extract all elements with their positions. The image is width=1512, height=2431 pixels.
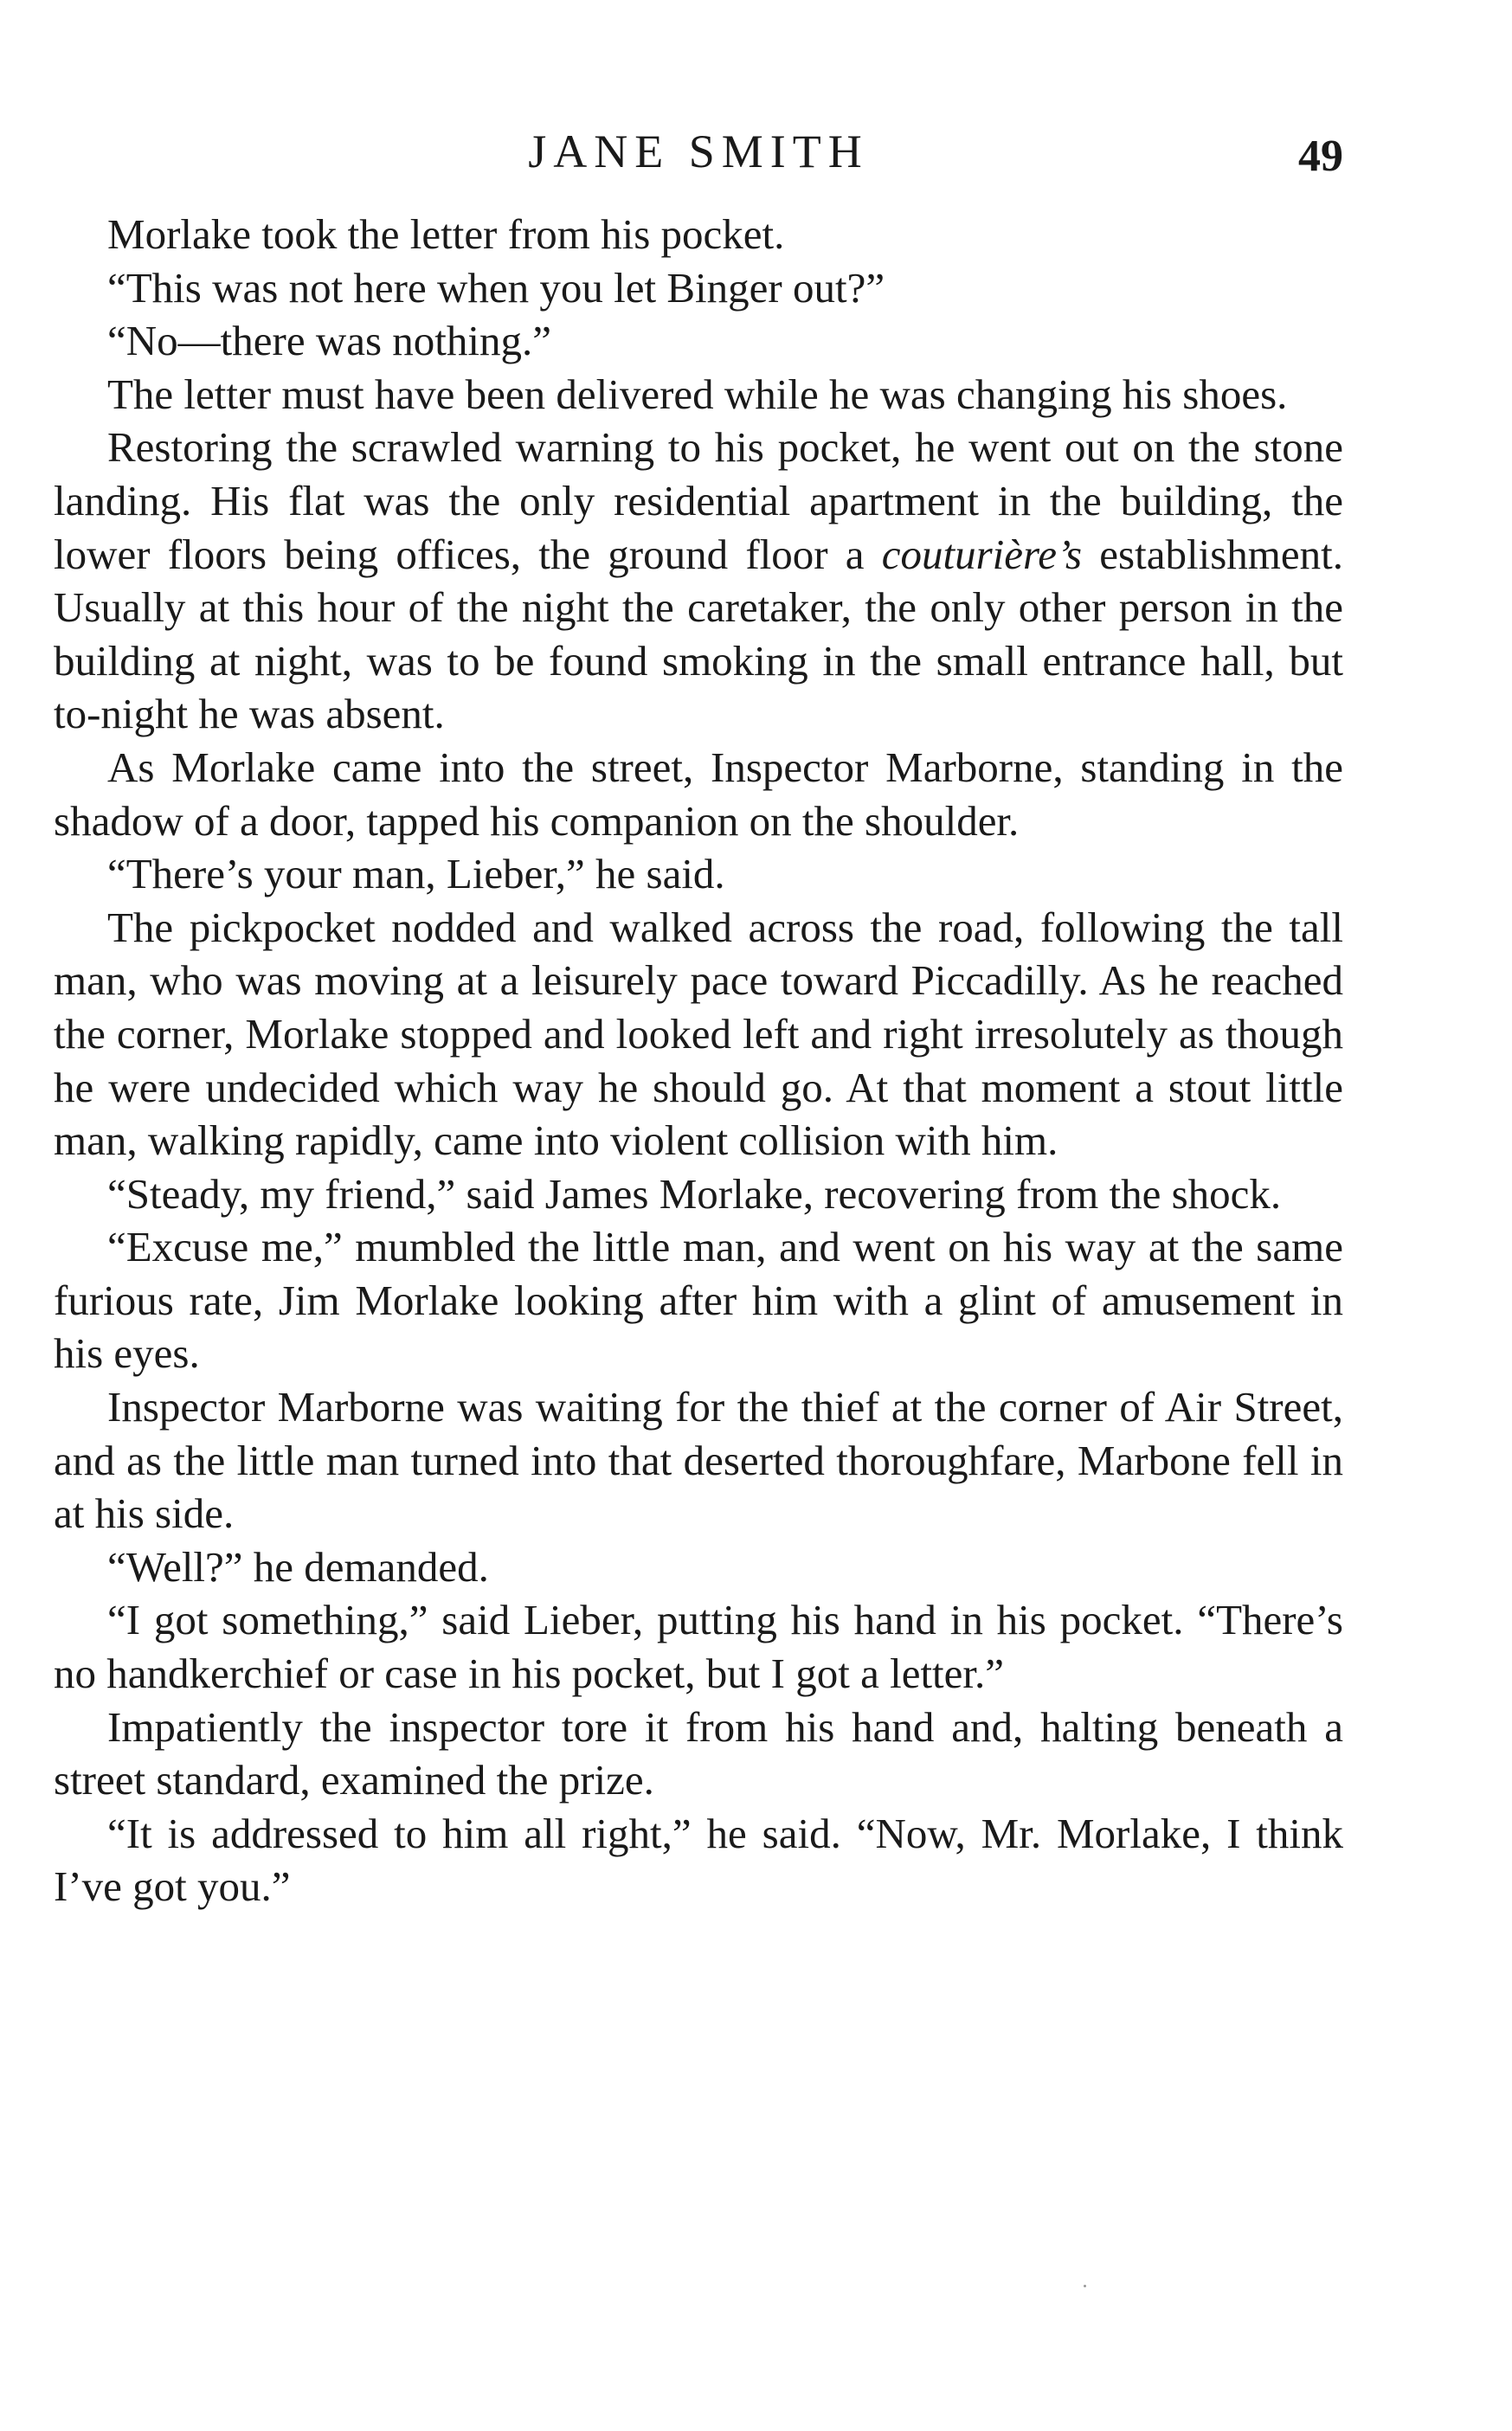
scan-speck [1084,2285,1086,2287]
page-number: 49 [1298,132,1343,181]
paragraph: Inspector Marborne was waiting for the thief at the corner of Air Street, and as the little man turned into that deserted thoroughfare, Marbone fell in at his side. [54,1383,1343,1538]
book-page [54,0,1343,2431]
paragraph: Morlake took the letter from his pocket. [107,210,785,258]
paragraph: “This was not here when you let Binger out?” [107,263,885,312]
paragraph: Restoring the scrawled warning to his pocket, he went out on the stone landing. His flat was the only residential apartment in the building, the lower floors being offices, the ground floor a couturière’s establishment. Usually at this hour of the night the caretaker, the only other person in the building at night, was to be found smoking in the small entrance hall, but to-night he was absent. [54,423,1343,738]
paragraph: “I got something,” said Lieber, putting his hand in his pocket. “There’s no handkerchief or case in his pocket, but I got a letter.” [54,1596,1343,1698]
paragraph: The pickpocket nodded and walked across the road, following the tall man, who was moving at a leisurely pace toward Piccadilly. As he reached the corner, Morlake stopped and looked left and right irresolutely as though he were undecided which way he should go. At that moment a stout little man, walking rapidly, came into violent collision with him. [54,903,1343,1165]
paragraph: Impatiently the inspector tore it from his hand and, halting beneath a street standard, examined the prize. [54,1702,1343,1804]
paragraph: “Well?” he demanded. [107,1542,489,1591]
running-title: JANE SMITH [528,125,869,177]
italic-word: couturière’s [881,530,1083,578]
paragraph: “Excuse me,” mumbled the little man, and went on his way at the same furious rate, Jim Morlake looking after him with a glint of amusement in his eyes. [54,1223,1343,1378]
paragraph: As Morlake came into the street, Inspector Marborne, standing in the shadow of a door, tapped his companion on the shoulder. [54,743,1343,845]
paragraph: “No—there was nothing.” [107,317,551,365]
paragraph: “It is addressed to him all right,” he said. “Now, Mr. Morlake, I think I’ve got you.” [54,1809,1343,1911]
paragraph: “There’s your man, Lieber,” he said. [107,850,725,898]
paragraph: The letter must have been delivered while he was changing his shoes. [107,370,1288,418]
running-header [54,121,1343,182]
paragraph: “Steady, my friend,” said James Morlake, recovering from the shock. [107,1169,1282,1218]
body-text [54,208,1343,1913]
